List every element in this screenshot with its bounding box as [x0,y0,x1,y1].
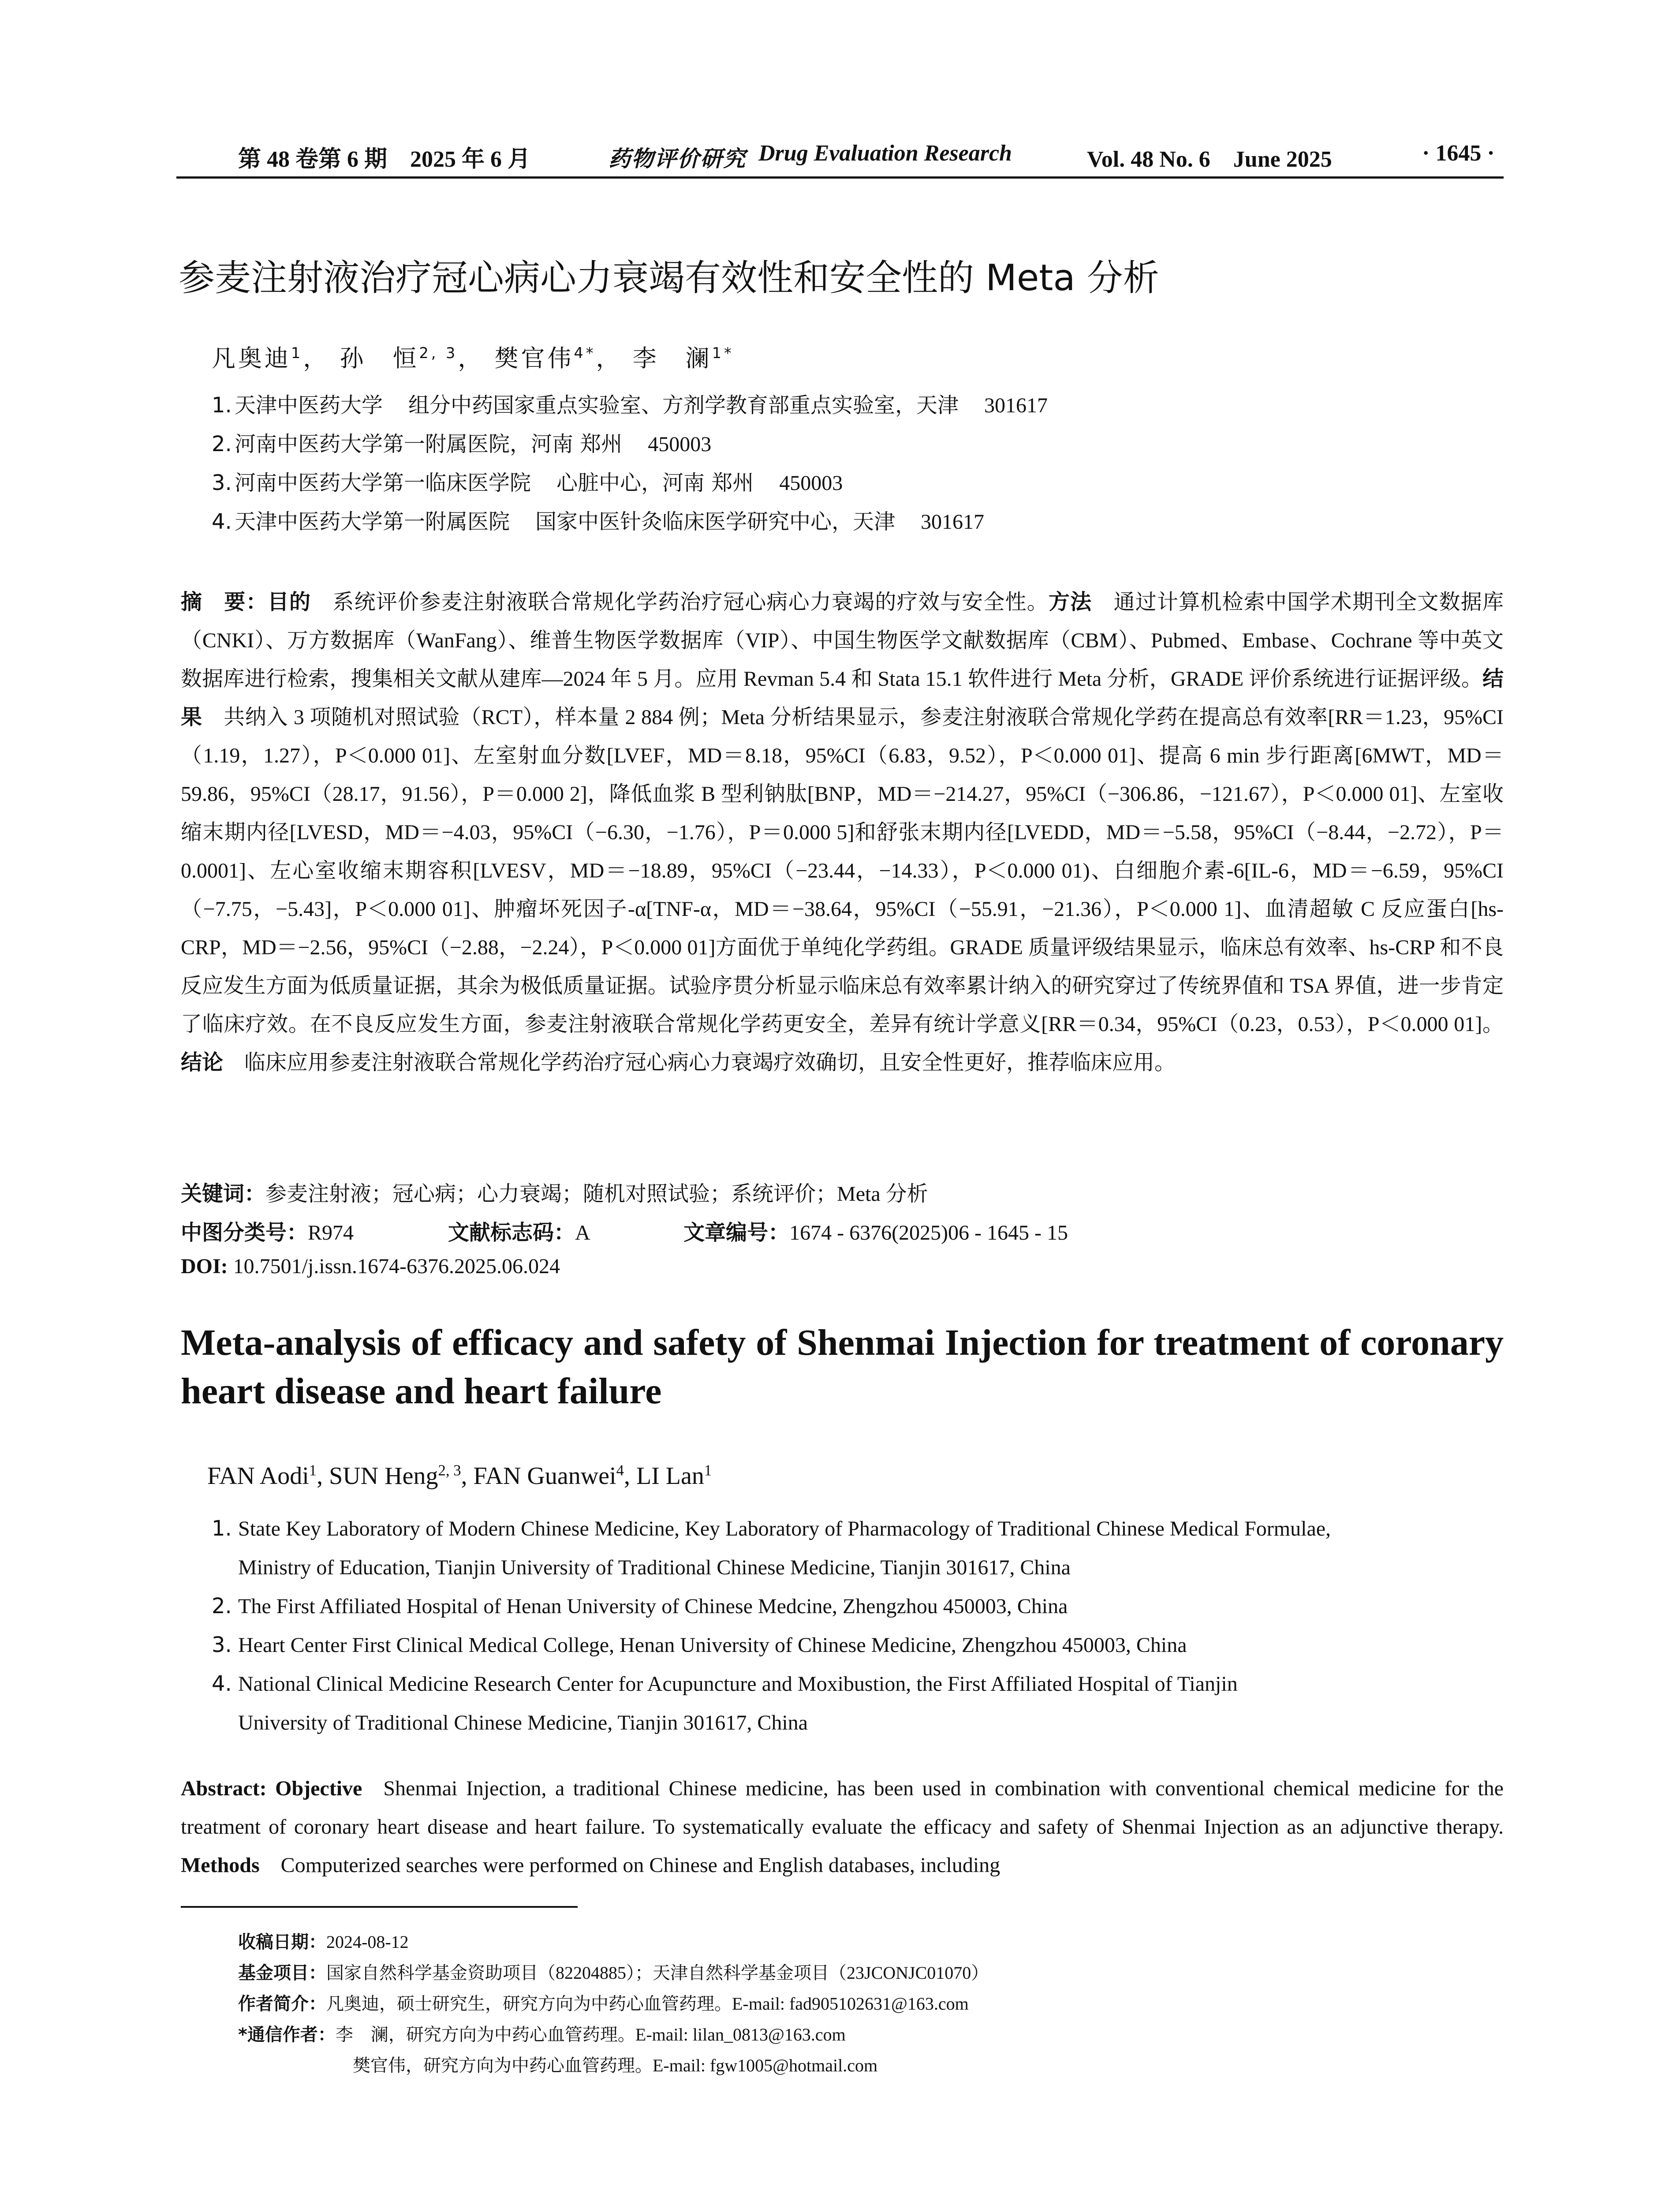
classification-line: 中图分类号：R974 文献标志码：A 文章编号：1674 - 6376(2025)06 - 1645 - 15 [181,1220,1068,1245]
header-page-number: · 1645 · [1422,141,1495,166]
authors-zh: 凡奥迪$^1$， 孙 恒$^{2, 3}$， 樊官伟$^{4*}$， 李 澜$^{1*}$ [212,344,734,372]
abstract-zh-results: 共纳入 3 项随机对照试验（RCT），样本量 2 884 例；Meta 分析结果显示，参麦注射液联合常规化学药在提高总有效率[RR＝1.23，95%CI（1.19，1.27），P＜0.000 01]、左室射血分数[LVEF，MD＝8.18，95%CI（6.83，9.52），P＜0.000 01]、提高 6 min 步行距离[6MWT，MD＝59.86，95%CI（28.17，91.56），P＝0.000 2]，降低血浆 B 型利钠肽[BNP，MD＝−214.27，95%CI（−306.86，−121.67），P＜0.000 01]、左室收缩末期内径[LVESD，MD＝−4.03，95%CI（−6.30，−1.76），P＝0.000 5]和舒张末期内径[LVEDD，MD＝−5.58，95%CI（−8.44，−2.72），P＝0.0001]、左心室收缩末期容积[LVESV，MD＝−18.89，95%CI（−23.44，−14.33），P＜0.000 01)、白细胞介素-6[IL-6，MD＝−6.59，95%CI（−7.75，−5.43]，P＜0.000 01]、肿瘤坏死因子-α[TNF-α，MD＝−38.64，95%CI（−55.91，−21.36），P＜0.000 1]、血清超敏 C 反应蛋白[hs-CRP，MD＝−2.56，95%CI（−2.88，−2.24），P＜0.000 01]方面优于单纯化学药组。GRADE 质量评级结果显示，临床总有效率、hs-CRP 和不良反应发生方面为低质量证据，其余为极低质量证据。试验序贯分析显示临床总有效率累计纳入的研究穿过了传统界值和 TSA 界值，进一步肯定了临床疗效。在不良反应发生方面，参麦注射液联合常规化学药更安全，差异有统计学意义[RR＝0.34，95%CI（0.23，0.53），P＜0.000 01]。 [181,706,1504,1036]
author-zh: 孙 恒 [340,344,419,372]
affiliation-en-4: 4. National Clinical Medicine Research Center for Acupuncture and Moxibustion, the First Affiliated Hospital of Tianjin University of Traditional Chinese Medicine, Tianjin 301617, China [212,1671,1238,1734]
affiliation-en-3: 3. Heart Center First Clinical Medical College, Henan University of Chinese Medicine, Zhengzhou 450003, China [212,1633,1187,1657]
affiliation-en-1: 1. State Key Laboratory of Modern Chinese Medicine, Key Laboratory of Pharmacology of Traditional Chinese Medical Formulae, Ministry of Education, Tianjin University of Traditional Chinese Medicine, Tianjin 301617, China [212,1516,1331,1579]
abstract-zh-methods: 通过计算机检索中国学术期刊全文数据库（CNKI）、万方数据库（WanFang）、维普生物医学数据库（VIP）、中国生物医学文献数据库（CBM）、Pubmed、Embase、Cochrane 等中英文数据库进行检索，搜集相关文献从建库—2024 年 5 月。应用 Revman 5.4 和 Stata 15.1 软件进行 Meta 分析，GRADE 评价系统进行证据评级。 [181,590,1504,691]
author-sup: 2, 3 [419,344,458,362]
author-zh: 凡奥迪 [212,344,291,372]
header-journal-en: Drug Evaluation Research [758,141,1012,166]
affiliation-zh-2: 2. 河南中医药大学第一附属医院，河南 郑州 450003 [212,432,712,456]
abstract-zh-label: 摘 要： [181,590,268,614]
title-zh: 参麦注射液治疗冠心病心力衰竭有效性和安全性的 Meta 分析 [179,257,1159,299]
abstract-zh: 摘 要：目的 系统评价参麦注射液联合常规化学药治疗冠心病心力衰竭的疗效与安全性。方法 通过计算机检索中国学术期刊全文数据库（CNKI）、万方数据库（WanFang）、维普生物医学数据库（VIP）、中国生物医学文献数据库（CBM）、Pubmed、Embase、Cochrane 等中英文数据库进行检索，搜集相关文献从建库—2024 年 5 月。应用 Revman 5.4 和 Stata 15.1 软件进行 Meta 分析，GRADE 评价系统进行证据评级。结果 共纳入 3 项随机对照试验（RCT），样本量 2 884 例；Meta 分析结果显示，参麦注射液联合常规化学药在提高总有效率[RR＝1.23，95%CI（1.19，1.27），P＜0.000 01]、左室射血分数[LVEF，MD＝8.18，95%CI（6.83，9.52），P＜0.000 01]、提高 6 min 步行距离[6MWT，MD＝59.86，95%CI（28.17，91.56），P＝0.000 2]，降低血浆 B 型利钠肽[BNP，MD＝−214.27，95%CI（−306.86，−121.67），P＜0.000 01]、左室收缩末期内径[LVESD，MD＝−4.03，95%CI（−6.30，−1.76），P＝0.000 5]和舒张末期内径[LVEDD，MD＝−5.58，95%CI（−8.44，−2.72），P＝0.0001]、左心室收缩末期容积[LVESV，MD＝−18.89，95%CI（−23.44，−14.33），P＜0.000 01)、白细胞介素-6[IL-6，MD＝−6.59，95%CI（−7.75，−5.43]，P＜0.000 01]、肿瘤坏死因子-α[TNF-α，MD＝−38.64，95%CI（−55.91，−21.36），P＜0.000 1]、血清超敏 C 反应蛋白[hs-CRP，MD＝−2.56，95%CI（−2.88，−2.24），P＜0.000 01]方面优于单纯化学药组。GRADE 质量评级结果显示，临床总有效率、hs-CRP 和不良反应发生方面为低质量证据，其余为极低质量证据。试验序贯分析显示临床总有效率累计纳入的研究穿过了传统界值和 TSA 界值，进一步肯定了临床疗效。在不良反应发生方面，参麦注射液联合常规化学药更安全，差异有统计学意义[RR＝0.34，95%CI（0.23，0.53），P＜0.000 01]。结论 临床应用参麦注射液联合常规化学药治疗冠心病心力衰竭疗效确切，且安全性更好，推荐临床应用。 [181,590,1504,1075]
footnote-received: 收稿日期：2024-08-12 [238,1932,409,1952]
footnote-rule [181,1906,578,1908]
affiliation-zh-1: 1. 天津中医药大学 组分中药国家重点实验室、方剂学教育部重点实验室，天津 301617 [212,393,1048,418]
author-sup: 4* [574,344,596,362]
author-zh: 李 澜 [632,344,712,372]
footnote-corresponding: *通信作者：李 澜，研究方向为中药心血管药理。E-mail: lilan_0813@163.com [238,2025,846,2045]
abstract-zh-conclusion: 临床应用参麦注射液联合常规化学药治疗冠心病心力衰竭疗效确切，且安全性更好，推荐临床应用。 [244,1051,1176,1074]
authors-en: FAN Aodi$^1$, SUN Heng$^{2, 3}$, FAN Guanwei$^4$, LI Lan$^1$ [207,1461,712,1490]
footnote-fund: 基金项目：国家自然科学基金资助项目（82204885）；天津自然科学基金项目（23JCONJC01070） [238,1963,989,1983]
footnote-corresponding-2: 樊官伟，研究方向为中药心血管药理。E-mail: fgw1005@hotmail.com [353,2056,878,2075]
title-en: Meta-analysis of efficacy and safety of Shenmai Injection for treatment of coronary heart disease and heart failure [181,1322,1504,1412]
header-rule [176,176,1504,179]
journal-logo: 药物评价研究 [609,146,746,171]
header-issue-zh: 第 48 卷第 6 期 2025 年 6 月 [238,147,531,172]
doi-line: DOI: 10.7501/j.issn.1674-6376.2025.06.024 [181,1255,560,1278]
footnote-bio: 作者简介：凡奥迪，硕士研究生，研究方向为中药心血管药理。E-mail: fad905102631@163.com [238,1994,969,2014]
author-zh: 樊官伟 [494,344,574,372]
header-issue-en: Vol. 48 No. 6 June 2025 [1087,147,1332,172]
abstract-en-label: Abstract: Objective [181,1777,362,1800]
keywords-zh: 关键词：参麦注射液；冠心病；心力衰竭；随机对照试验；系统评价；Meta 分析 [181,1181,928,1206]
abstract-en: Abstract: Objective Shenmai Injection, a traditional Chinese medicine, has been used in combination with conventional chemical medicine for the treatment of coronary heart disease and heart failure. To systematically evaluate the efficacy and safety of Shenmai Injection as an adjunctive therapy. Methods Computerized searches were performed on Chinese and English databases, including [181,1777,1504,1877]
affiliation-zh-3: 3. 河南中医药大学第一临床医学院 心脏中心，河南 郑州 450003 [212,471,843,495]
author-sup: 1* [712,344,734,362]
author-sup: 1 [291,344,303,362]
affiliation-zh-4: 4. 天津中医药大学第一附属医院 国家中医针灸临床医学研究中心，天津 301617 [212,509,985,534]
affiliation-en-2: 2. The First Affiliated Hospital of Henan University of Chinese Medcine, Zhengzhou 450003, China [212,1594,1068,1618]
abstract-zh-objective: 系统评价参麦注射液联合常规化学药治疗冠心病心力衰竭的疗效与安全性。 [332,590,1049,614]
